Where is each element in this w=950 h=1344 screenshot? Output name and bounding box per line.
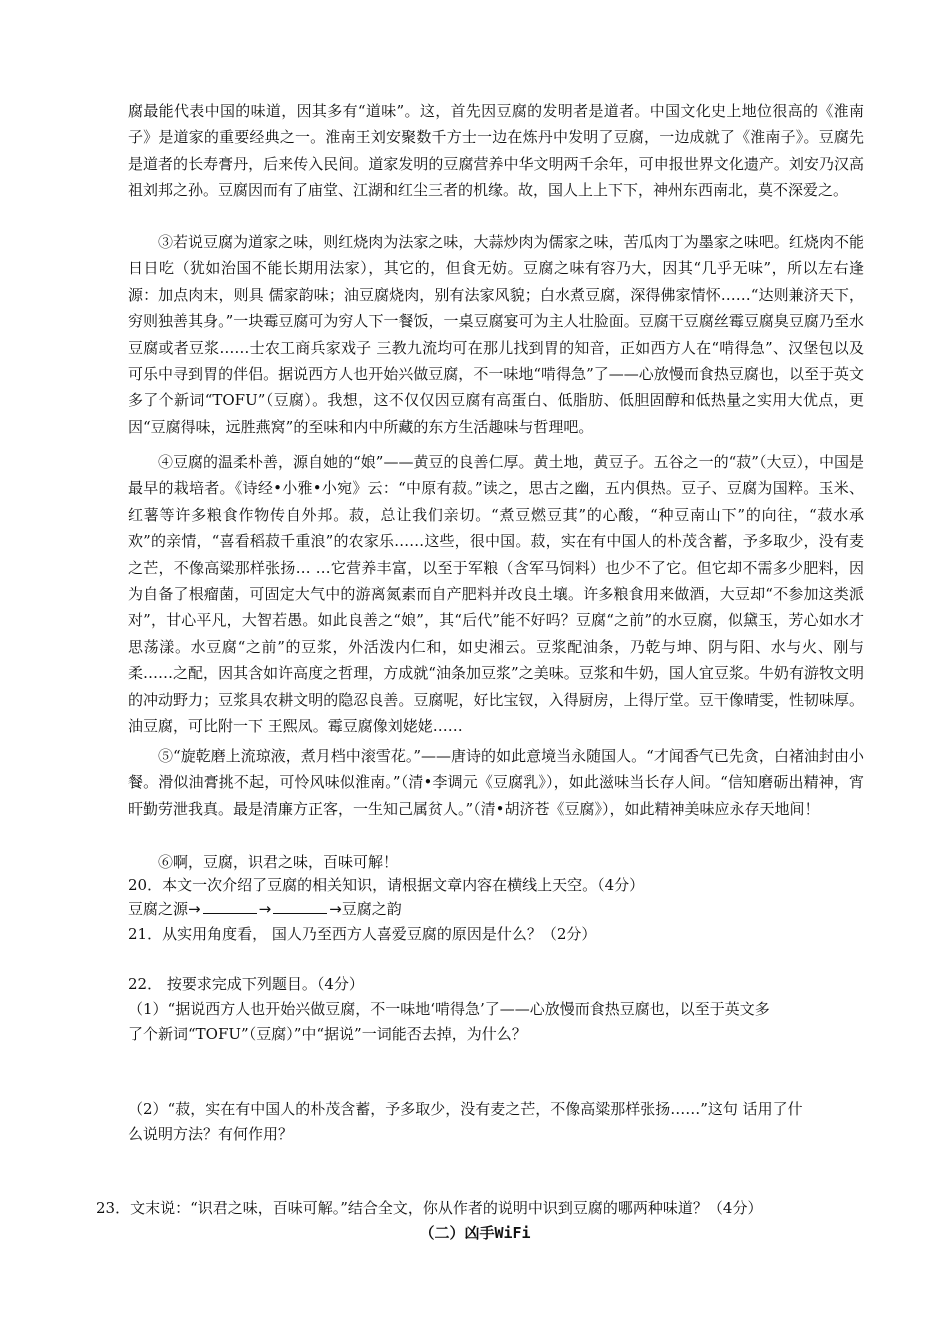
q20-start-label: 豆腐之源 bbox=[128, 900, 189, 918]
question-22-1-line-b: 了个新词“TOFU”（豆腐）”中“据说”一词能否去掉，为什么？ bbox=[128, 1025, 527, 1043]
paragraph-5: ⑤“旋乾磨上流琼液，煮月档中滚雪花。”——唐诗的如此意境当永随国人。“才闻香气已先贪，白褚油封由小餐。滑似油膏挑不起，可怜风味似淮南。”（清•李调元《豆腐乳》），如此滋味当长存人间。“信知磨砺出精神，宵旰勤劳泄我真。最是清廉方正客，一生知己属贫人。”（清•胡济苍《豆腐》），如此精神美味应永存天地间！ bbox=[128, 747, 864, 818]
paragraph-4: ④豆腐的温柔朴善，源自她的“娘”——黄豆的良善仁厚。黄土地，黄豆子。五谷之一的“菽”（大豆），中国是最早的栽培者。《诗经•小雅•小宛》云：“中原有菽。”读之，思古之幽，五内俱热。豆子、豆腐为国粹。玉米、红薯等许多粮食作物传自外邦。菽，总让我们亲切。“煮豆燃豆萁”的心酸，“种豆南山下”的向往，“菽水承欢”的亲情，“喜看稻菽千重浪”的农家乐……这些，很中国。菽，实在有中国人的朴茂含蓄，予多取少，没有麦之芒，不像高粱那样张扬… …它营养丰富，以至于军粮（含军马饲料）也少不了它。但它却不需多少肥料，因为自备了根瘤菌，可固定大气中的游离氮素而自产肥料并改良土壤。许多粮食用来做酒，大豆却“不参加这类派对”，甘心平凡，大智若愚。如此良善之“娘”，其“后代”能不好吗？豆腐“之前”的水豆腐，似黛玉，芳心如水才思荡漾。水豆腐“之前”的豆浆，外活泼内仁和，如史湘云。豆浆配油条，乃乾与坤、阴与阳、水与火、刚与柔……之配，因其含如许高度之哲理，方成就“油条加豆浆”之美味。豆浆和牛奶，国人宜豆浆。牛奶有游牧文明的冲动野力；豆浆具农耕文明的隐忍良善。豆腐呢，好比宝钗，入得厨房，上得厅堂。豆干像晴雯，性韧味厚。油豆腐，可比附一下 王熙凤。霉豆腐像刘姥姥…… bbox=[128, 453, 864, 736]
arrow-icon: → bbox=[188, 900, 201, 918]
arrow-icon: → bbox=[329, 900, 342, 918]
question-22-1-line-a: （1）“据说西方人也开始兴做豆腐，不一味地‘啃得急’了——心放慢而食热豆腐也，以至于英文多 bbox=[128, 1000, 770, 1018]
answer-blank-2[interactable] bbox=[273, 899, 327, 914]
question-20: 20．本文一次介绍了豆腐的相关知识，请根据文章内容在横线上天空。（4分） bbox=[128, 876, 645, 894]
question-20-blanks bbox=[128, 897, 402, 921]
section-title: （二）凶手WiFi bbox=[419, 1224, 531, 1242]
question-22-2-line-b: 么说明方法？有何作用？ bbox=[128, 1125, 294, 1143]
answer-blank-1[interactable] bbox=[203, 899, 257, 914]
arrow-icon: → bbox=[258, 900, 272, 918]
paragraph-3: ③若说豆腐为道家之味，则红烧肉为法家之味，大蒜炒肉为儒家之味，苦瓜肉丁为墨家之味吧。红烧肉不能日日吃（犹如治国不能长期用法家），其它的，但食无妨。豆腐之味有容乃大，因其“几乎无味”，所以左右逢源：加点肉末，则具 儒家韵味；油豆腐烧肉，别有法家风貌；白水煮豆腐，深得佛家情怀……“达则兼济天下，穷则独善其身。”一块霉豆腐可为穷人下一餐饭，一桌豆腐宴可为主人壮脸面。豆腐干豆腐丝霉豆腐臭豆腐乃至水豆腐或者豆浆……士农工商兵家戏子 三教九流均可在那儿找到胃的知音，正如西方人在“啃得急”、汉堡包以及可乐中寻到胃的伴侣。据说西方人也开始兴做豆腐，不一味地“啃得急”了——心放慢而食热豆腐也，以至于英文多了个新词“TOFU”（豆腐）。我想，这不仅仅因豆腐有高蛋白、低脂肪、低胆固醇和低热量之实用大优点，更因“豆腐得味，远胜燕窝”的至味和内中所藏的东方生活趣味与哲理吧。 bbox=[128, 233, 864, 436]
question-21: 21．从实用角度看， 国人乃至西方人喜爱豆腐的原因是什么？（2分） bbox=[128, 925, 597, 943]
question-23: 23．文末说：“识君之味，百味可解。”结合全文，你从作者的说明中识到豆腐的哪两种味道？（4分） bbox=[96, 1199, 763, 1217]
question-22: 22． 按要求完成下列题目。（4分） bbox=[128, 975, 364, 993]
q20-end-label: 豆腐之韵 bbox=[341, 900, 402, 918]
question-22-2-line-a: （2）“菽，实在有中国人的朴茂含蓄，予多取少，没有麦之芒，不像高粱那样张扬……”这句 话用了什 bbox=[128, 1100, 803, 1118]
paragraph-intro: 腐最能代表中国的味道，因其多有“道味”。这，首先因豆腐的发明者是道者。中国文化史上地位很高的《淮南子》是道家的重要经典之一。淮南王刘安聚数千方士一边在炼丹中发明了豆腐，一边成就了《淮南子》。豆腐先是道者的长寿膏丹，后来传入民间。道家发明的豆腐营养中华文明两千余年，可申报世界文化遗产。刘安乃汉高祖刘邦之孙。豆腐因而有了庙堂、江湖和红尘三者的机缘。故，国人上上下下，神州东西南北，莫不深爱之。 bbox=[128, 102, 864, 200]
paragraph-6: ⑥啊，豆腐，识君之味，百味可解！ bbox=[158, 853, 399, 871]
